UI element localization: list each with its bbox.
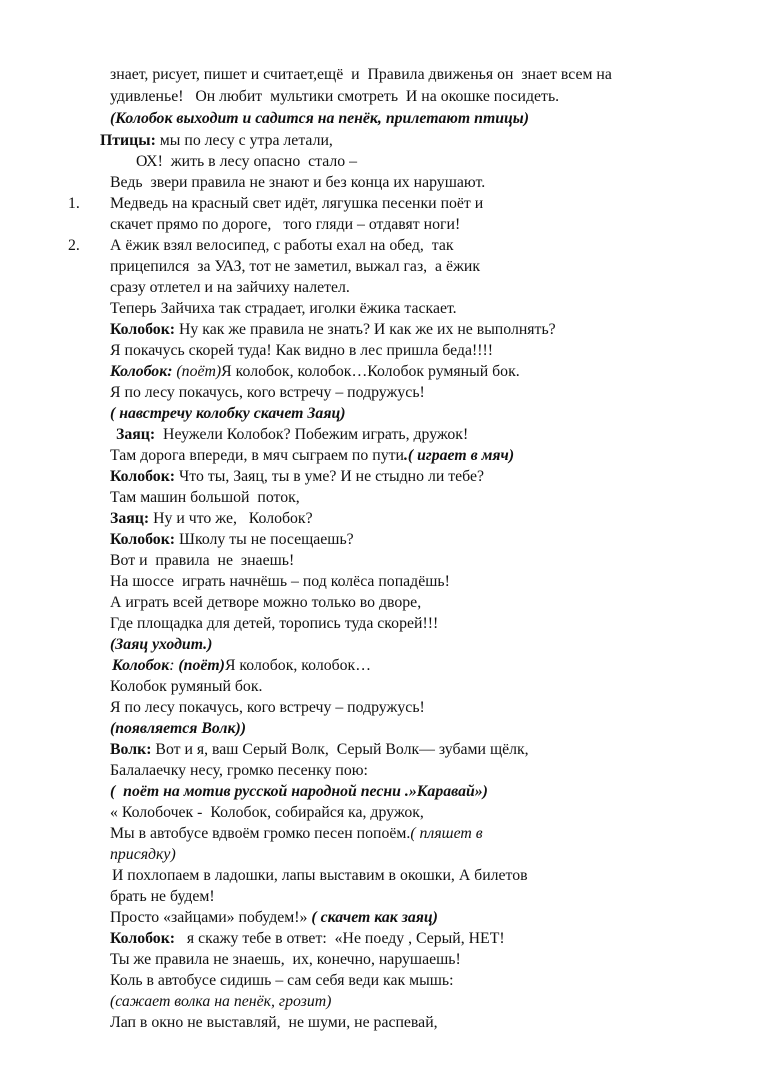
text-run: Я по лесу покачусь, кого встречу – подружусь! [110, 384, 425, 401]
text-line [110, 592, 421, 613]
text-run: присядку) [110, 846, 176, 863]
list-number: 2. [68, 237, 80, 254]
text-run: Коль в автобусе сидишь – сам себя веди как мышь: [110, 972, 454, 989]
text-run: ОХ! жить в лесу опасно стало – [136, 153, 358, 170]
text-line [110, 86, 559, 107]
list-number: 1. [68, 195, 80, 212]
text-run: мы по лесу с утра летали, [155, 132, 333, 149]
text-line [110, 550, 294, 571]
text-line [110, 739, 529, 760]
text-run: (появляется Волк)) [110, 720, 247, 737]
text-line [112, 655, 371, 676]
text-run: ( пляшет в [410, 825, 483, 842]
text-line [110, 991, 331, 1012]
text-run: Колобок румяный бок. [110, 678, 263, 695]
text-line [110, 1012, 438, 1033]
text-run: ( навстречу колобку скачет Заяц) [110, 405, 346, 422]
text-run: Колобок [112, 657, 170, 674]
text-line [110, 928, 505, 949]
text-line [110, 235, 454, 256]
text-run: Медведь на красный свет идёт, лягушка песенки поёт и [110, 195, 484, 212]
text-line [110, 844, 176, 865]
text-run: Лап в окно не выставляй, не шуми, не распевай, [110, 1014, 438, 1031]
text-run: Я колобок, колобок… [224, 657, 372, 674]
text-line [110, 319, 556, 340]
text-run: Колобок: [110, 321, 176, 338]
text-run: ( поёт на мотив русской народной песни .»Каравай») [110, 783, 488, 800]
text-run: Вот и правила не знаешь! [110, 552, 295, 569]
text-line [110, 907, 438, 928]
text-line [110, 613, 438, 634]
text-run: (Колобок выходит и садится на пенёк, прилетают птицы) [110, 110, 530, 127]
text-line [110, 508, 313, 529]
text-run: А ёжик взял велосипед, с работы ехал на обед, так [110, 237, 454, 254]
text-run: А играть всей детворе можно только во дворе, [110, 594, 422, 611]
text-run: Ну как же правила не знать? И как же их не выполнять? [175, 321, 556, 338]
text-run: Я по лесу покачусь, кого встречу – подружусь! [110, 699, 425, 716]
text-line [110, 361, 520, 382]
text-line [110, 193, 483, 214]
text-line [110, 172, 485, 193]
text-run: « Колобочек - Колобок, собирайся ка, дружок, [110, 804, 424, 821]
text-run: Ведь звери правила не знают и без конца их нарушают. [110, 174, 486, 191]
text-run: я скажу тебе в ответ: «Не поеду , Серый, НЕТ! [175, 930, 505, 947]
text-line [110, 487, 300, 508]
text-run: Заяц: [116, 426, 156, 443]
text-line [110, 256, 480, 277]
text-run: Мы в автобусе вдвоём громко песен попоём. [110, 825, 411, 842]
text-run: Колобок: [110, 363, 173, 380]
text-run: Заяц: [110, 510, 150, 527]
text-line [110, 445, 514, 466]
text-run: Колобок: [110, 930, 176, 947]
text-line [110, 781, 488, 802]
text-line [110, 340, 493, 361]
text-run: Волк: [110, 741, 152, 758]
text-run: сразу отлетел и на зайчиху налетел. [110, 279, 350, 296]
text-run: Ты же правила не знаешь, их, конечно, нарушаешь! [110, 951, 461, 968]
text-run: Балалаечку несу, громко песенку пою: [110, 762, 368, 779]
text-run: Неужели Колобок? Побежим играть, дружок! [155, 426, 469, 443]
text-run: брать не будем! [110, 888, 215, 905]
text-run: Я колобок, колобок…Колобок румяный бок. [221, 363, 520, 380]
text-line [110, 823, 483, 844]
text-run: скачет прямо по дороге, того гляди – отдавят ноги! [110, 216, 461, 233]
text-run: ( скачет как заяц) [311, 909, 438, 926]
text-line [110, 634, 212, 655]
text-line [110, 108, 529, 129]
text-run: Там дорога впереди, в мяч сыграем по пути [110, 447, 404, 464]
text-run: Вот и я, ваш Серый Волк, Серый Волк— зубами щёлк, [151, 741, 529, 758]
text-line [100, 130, 333, 151]
text-run: удивленье! Он любит мультики смотреть И на окошке посидеть. [110, 88, 560, 105]
text-line [110, 214, 460, 235]
text-run: Что ты, Заяц, ты в уме? И не стыдно ли тебе? [175, 468, 485, 485]
text-run: Где площадка для детей, торопись туда скорей!!! [110, 615, 439, 632]
text-line [110, 529, 354, 550]
text-run: знает, рисует, пишет и считает,ещё и Правила движенья он знает всем на [110, 66, 612, 83]
text-run: Там машин большой поток, [110, 489, 300, 506]
text-line [110, 802, 424, 823]
text-run: Просто «зайцами» побудем!» [110, 909, 312, 926]
text-line [110, 760, 368, 781]
text-line [110, 298, 457, 319]
text-run: Птицы: [100, 132, 156, 149]
text-line [108, 865, 528, 886]
text-line [116, 424, 468, 445]
text-run: Ну и что же, Колобок? [149, 510, 313, 527]
text-run: Школу ты не посещаешь? [175, 531, 354, 548]
text-line [110, 718, 246, 739]
text-line [110, 949, 461, 970]
text-line [110, 886, 215, 907]
text-run: (поёт) [178, 657, 225, 674]
text-line [110, 382, 425, 403]
text-run: И похлопаем в ладошки, лапы выставим в окошки, А билетов [108, 867, 528, 884]
text-line [110, 64, 612, 85]
text-run: Колобок: [110, 468, 176, 485]
text-run: (Заяц уходит.) [110, 636, 213, 653]
text-run: (сажает волка на пенёк, грозит) [110, 993, 332, 1010]
text-run: Я покачусь скорей туда! Как видно в лес пришла беда!!!! [110, 342, 494, 359]
text-run: На шоссе играть начнёшь – под колёса попадёшь! [110, 573, 450, 590]
text-run: прицепился за УАЗ, тот не заметил, выжал газ, а ёжик [110, 258, 481, 275]
text-line [110, 970, 453, 991]
text-run: Колобок: [110, 531, 176, 548]
text-line [110, 676, 262, 697]
text-line [110, 403, 346, 424]
text-run: : [169, 657, 179, 674]
text-line [136, 151, 357, 172]
text-line [110, 277, 350, 298]
text-line [110, 697, 425, 718]
text-run: (поёт) [172, 363, 222, 380]
text-run: .( играет в мяч) [403, 447, 515, 464]
text-run: Теперь Зайчиха так страдает, иголки ёжика таскает. [110, 300, 457, 317]
text-line [110, 466, 484, 487]
text-line [110, 571, 450, 592]
